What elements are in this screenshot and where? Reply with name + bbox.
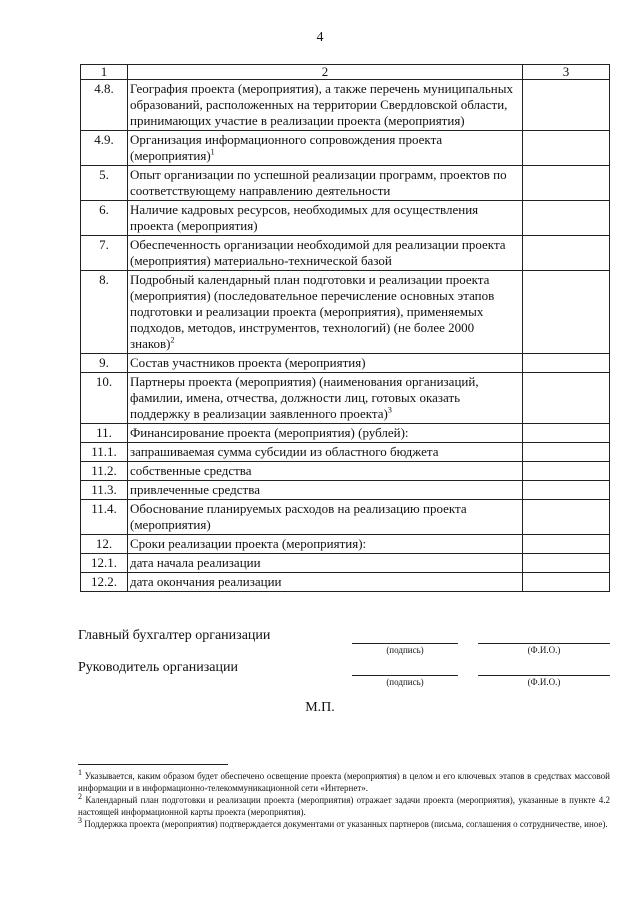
table-row xyxy=(81,201,610,236)
header-cell: 2 xyxy=(128,65,523,80)
footnote-divider xyxy=(78,764,228,765)
name-line xyxy=(478,675,610,676)
row-number: 8. xyxy=(81,271,128,354)
row-description-text: Сроки реализации проекта (мероприятия): xyxy=(130,536,367,551)
table-header-row xyxy=(81,65,610,80)
footnote-reference: 3 xyxy=(387,405,392,415)
table-row xyxy=(81,424,610,443)
header-cell: 3 xyxy=(523,65,610,80)
footnote-reference: 1 xyxy=(210,147,215,157)
footnote-mark: 2 xyxy=(78,792,82,801)
table-row xyxy=(81,481,610,500)
table-row xyxy=(81,573,610,592)
row-description-text: Финансирование проекта (мероприятия) (рублей): xyxy=(130,425,409,440)
row-value-cell[interactable] xyxy=(523,166,610,201)
row-value-cell[interactable] xyxy=(523,573,610,592)
row-value-cell[interactable] xyxy=(523,271,610,354)
table-row xyxy=(81,554,610,573)
row-value-cell[interactable] xyxy=(523,201,610,236)
row-description xyxy=(128,354,523,373)
footnote-text: Поддержка проекта (мероприятия) подтверждается документами от указанных партнеров (письма, соглашения о сотрудничестве, иное). xyxy=(84,819,608,829)
stamp-placeholder: М.П. xyxy=(305,700,335,715)
row-description-text: привлеченные средства xyxy=(130,482,260,497)
row-value-cell[interactable] xyxy=(523,462,610,481)
row-description-text: Опыт организации по успешной реализации программ, проектов по соответствующему направлению деятельности xyxy=(130,167,507,198)
name-caption: (Ф.И.О.) xyxy=(527,645,561,655)
signature-line xyxy=(352,675,458,676)
row-number: 11. xyxy=(81,424,128,443)
name-caption: (Ф.И.О.) xyxy=(527,677,561,687)
footnote-reference: 2 xyxy=(170,335,175,345)
row-number: 7. xyxy=(81,236,128,271)
footnote xyxy=(78,794,610,818)
row-description-text: Обеспеченность организации необходимой для реализации проекта (мероприятия) материально-технической базой xyxy=(130,237,506,268)
row-number: 11.4. xyxy=(81,500,128,535)
row-number: 4.8. xyxy=(81,80,128,131)
row-description-text: Состав участников проекта (мероприятия) xyxy=(130,355,366,370)
row-value-cell[interactable] xyxy=(523,131,610,166)
table-row xyxy=(81,236,610,271)
row-number: 4.9. xyxy=(81,131,128,166)
table-row xyxy=(81,462,610,481)
table-row xyxy=(81,500,610,535)
signature-line xyxy=(352,643,458,644)
table-row xyxy=(81,80,610,131)
row-description-text: Подробный календарный план подготовки и реализации проекта (мероприятия) (последовательное перечисление основных этапов подготовки и реализации проекта (мероприятия), применяемых подходов, методов, инструментов, технологий) (не более 2000 знаков) xyxy=(130,272,495,351)
table-row xyxy=(81,271,610,354)
row-description-text: собственные средства xyxy=(130,463,252,478)
table-row xyxy=(81,535,610,554)
row-number: 12. xyxy=(81,535,128,554)
row-description xyxy=(128,271,523,354)
row-description xyxy=(128,201,523,236)
footnotes xyxy=(78,770,610,830)
row-number: 11.3. xyxy=(81,481,128,500)
row-value-cell[interactable] xyxy=(523,236,610,271)
row-description xyxy=(128,166,523,201)
table-row xyxy=(81,131,610,166)
name-line xyxy=(478,643,610,644)
row-description xyxy=(128,236,523,271)
row-description xyxy=(128,373,523,424)
signature-caption: (подпись) xyxy=(386,677,424,687)
footnote xyxy=(78,770,610,794)
row-description xyxy=(128,424,523,443)
footnote xyxy=(78,818,610,830)
row-description xyxy=(128,462,523,481)
row-number: 12.2. xyxy=(81,573,128,592)
row-value-cell[interactable] xyxy=(523,481,610,500)
page-number: 4 xyxy=(316,30,324,45)
table-row xyxy=(81,373,610,424)
row-description xyxy=(128,573,523,592)
row-value-cell[interactable] xyxy=(523,535,610,554)
row-description xyxy=(128,443,523,462)
row-description xyxy=(128,500,523,535)
row-description xyxy=(128,131,523,166)
row-number: 10. xyxy=(81,373,128,424)
row-description-text: Наличие кадровых ресурсов, необходимых для осуществления проекта (мероприятия) xyxy=(130,202,479,233)
row-description-text: запрашиваемая сумма субсидии из областного бюджета xyxy=(130,444,439,459)
row-description-text: Партнеры проекта (мероприятия) (наименования организаций, фамилии, имена, отчества, должности лиц, готовых оказать поддержку в реализации заявленного проекта) xyxy=(130,374,479,421)
row-number: 11.2. xyxy=(81,462,128,481)
row-number: 6. xyxy=(81,201,128,236)
row-description-text: География проекта (мероприятия), а также перечень муниципальных образований, расположенных на территории Свердловской области, принимающих участие в реализации проекта (мероприятия) xyxy=(130,81,513,128)
footnote-text: Указывается, каким образом будет обеспечено освещение проекта (мероприятия) в целом и его ключевых этапов в средствах массовой информации и в информационно-телекоммуникационной сети «Интернет». xyxy=(78,771,610,793)
table-row xyxy=(81,354,610,373)
signature-caption: (подпись) xyxy=(386,645,424,655)
row-value-cell[interactable] xyxy=(523,373,610,424)
row-value-cell[interactable] xyxy=(523,80,610,131)
row-description-text: Организация информационного сопровождения проекта (мероприятия) xyxy=(130,132,443,163)
row-number: 12.1. xyxy=(81,554,128,573)
row-number: 5. xyxy=(81,166,128,201)
chief-accountant-label: Главный бухгалтер организации xyxy=(78,628,271,643)
row-number: 9. xyxy=(81,354,128,373)
row-value-cell[interactable] xyxy=(523,554,610,573)
table-row xyxy=(81,166,610,201)
footnote-text: Календарный план подготовки и реализации проекта (мероприятия) отражает задачи проекта (мероприятия), указанные в пункте 4.2 настоящей информационной карты проекта (мероприятия). xyxy=(78,795,610,817)
row-description xyxy=(128,554,523,573)
table-row xyxy=(81,443,610,462)
footnote-mark: 1 xyxy=(78,768,82,777)
row-value-cell[interactable] xyxy=(523,443,610,462)
footnote-mark: 3 xyxy=(78,816,82,825)
row-value-cell[interactable] xyxy=(523,424,610,443)
row-description-text: дата окончания реализации xyxy=(130,574,282,589)
row-value-cell[interactable] xyxy=(523,500,610,535)
row-description xyxy=(128,80,523,131)
row-value-cell[interactable] xyxy=(523,354,610,373)
row-description-text: дата начала реализации xyxy=(130,555,261,570)
director-label: Руководитель организации xyxy=(78,660,238,675)
project-info-table xyxy=(80,64,610,592)
row-description-text: Обоснование планируемых расходов на реализацию проекта (мероприятия) xyxy=(130,501,467,532)
row-description xyxy=(128,481,523,500)
header-cell: 1 xyxy=(81,65,128,80)
row-number: 11.1. xyxy=(81,443,128,462)
row-description xyxy=(128,535,523,554)
